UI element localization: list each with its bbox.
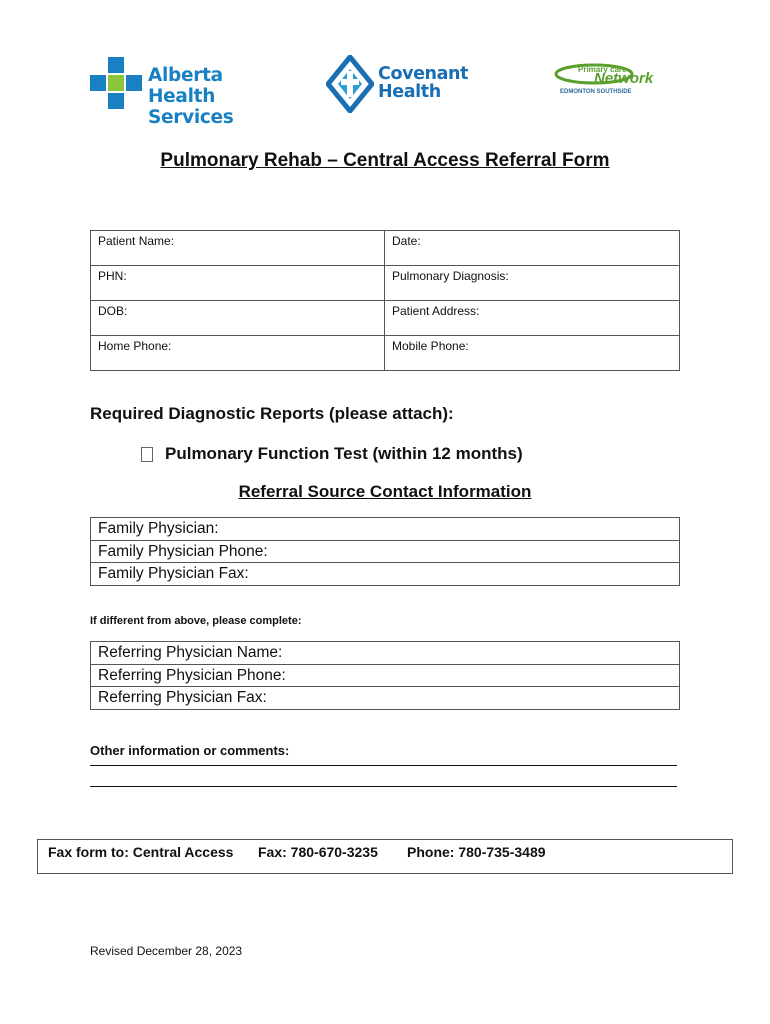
- referring-physician-name-field[interactable]: Referring Physician Name:: [91, 642, 679, 665]
- home-phone-field[interactable]: Home Phone:: [91, 336, 385, 371]
- referral-source-heading: Referral Source Contact Information: [238, 482, 532, 501]
- fax-form-to: Fax form to: Central Access: [48, 844, 234, 860]
- patient-name-field[interactable]: Patient Name:: [91, 231, 385, 266]
- form-title: Pulmonary Rehab – Central Access Referral Form: [160, 150, 610, 171]
- pcn-line2: Network: [594, 70, 654, 87]
- phn-field[interactable]: PHN:: [91, 266, 385, 301]
- covenant-health-logo: [326, 55, 469, 113]
- ahs-logo-text: Alberta Health Services: [148, 65, 234, 128]
- family-physician-phone-field[interactable]: Family Physician Phone:: [91, 541, 679, 564]
- required-reports-heading: Required Diagnostic Reports (please attach):: [90, 404, 454, 423]
- alberta-health-services-logo: [90, 57, 270, 128]
- pft-checkbox[interactable]: [141, 447, 153, 462]
- pcn-line3: EDMONTON SOUTHSIDE: [560, 89, 632, 95]
- if-different-note: If different from above, please complete:: [90, 615, 302, 627]
- fax-number: Fax: 780-670-3235: [258, 844, 378, 860]
- patient-address-field[interactable]: Patient Address:: [385, 301, 680, 336]
- family-physician-box: [90, 517, 680, 586]
- fax-info-box: [37, 839, 733, 874]
- covenant-cross-icon: [326, 55, 374, 113]
- pft-label: Pulmonary Function Test (within 12 months): [165, 444, 523, 463]
- pulmonary-diagnosis-field[interactable]: Pulmonary Diagnosis:: [385, 266, 680, 301]
- family-physician-field[interactable]: Family Physician:: [91, 518, 679, 541]
- pft-checkbox-row[interactable]: [141, 444, 523, 464]
- primary-care-network-logo: [554, 62, 678, 96]
- mobile-phone-field[interactable]: Mobile Phone:: [385, 336, 680, 371]
- other-info-label: Other information or comments:: [90, 743, 290, 758]
- phone-number: Phone: 780-735-3489: [407, 844, 546, 860]
- patient-info-table: [90, 230, 680, 371]
- revised-date: Revised December 28, 2023: [90, 944, 243, 958]
- referring-physician-box: [90, 641, 680, 710]
- ahs-cross-icon: [90, 57, 142, 109]
- referring-physician-phone-field[interactable]: Referring Physician Phone:: [91, 665, 679, 688]
- comment-line-2[interactable]: [90, 786, 677, 787]
- family-physician-fax-field[interactable]: Family Physician Fax:: [98, 565, 249, 582]
- pcn-logo-graphic: [554, 62, 678, 96]
- referring-physician-fax-field[interactable]: Referring Physician Fax:: [98, 689, 267, 706]
- covenant-logo-text: Covenant Health: [378, 64, 469, 102]
- comment-line-1[interactable]: [90, 765, 677, 766]
- dob-field[interactable]: DOB:: [91, 301, 385, 336]
- date-field[interactable]: Date:: [385, 231, 680, 266]
- pcn-line1: Primary care: [578, 65, 627, 74]
